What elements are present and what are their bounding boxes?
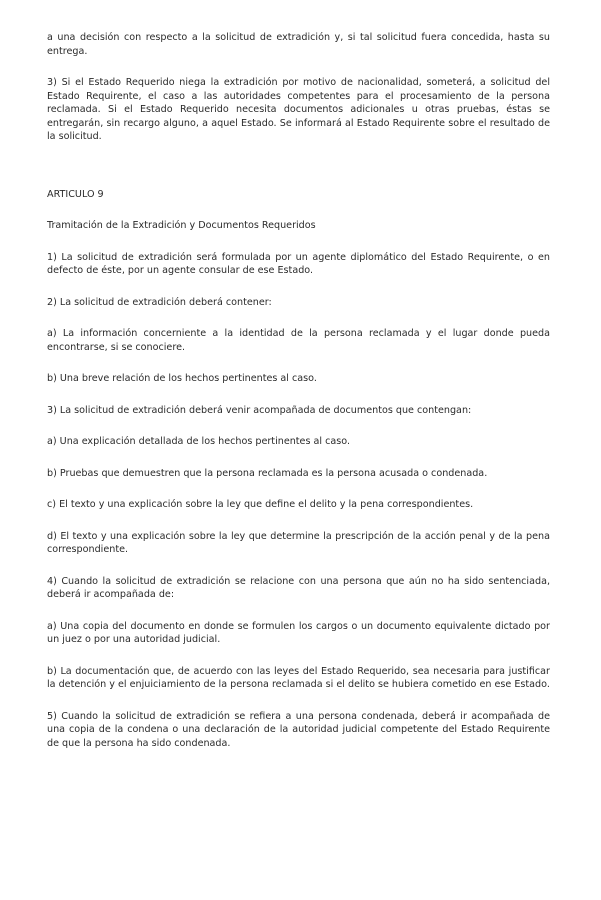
paragraph-2b: b) Una breve relación de los hechos pertinentes al caso. bbox=[47, 373, 317, 384]
paragraph-continuation: a una decisión con respecto a la solicitud de extradición y, si tal solicitud fuera concedida, hasta su entrega. bbox=[47, 32, 550, 57]
paragraph-2: 2) La solicitud de extradición deberá contener: bbox=[47, 296, 272, 308]
article-heading: ARTICULO 9 bbox=[47, 188, 104, 200]
paragraph-3d: d) El texto y una explicación sobre la ley que determine la prescripción de la acción penal y de la pena correspondiente. bbox=[47, 530, 550, 555]
paragraph-3b: b) Pruebas que demuestren que la persona reclamada es la persona acusada o condenada. bbox=[47, 467, 488, 479]
paragraph-2a: a) La información concerniente a la identidad de la persona reclamada y el lugar donde pueda encontrarse, si se conociere. bbox=[47, 328, 550, 353]
paragraph-4: 4) Cuando la solicitud de extradición se relacione con una persona que aún no ha sido sentenciada, deberá ir acompañada de: bbox=[47, 575, 550, 600]
article-title: Tramitación de la Extradición y Documentos Requeridos bbox=[47, 220, 316, 231]
paragraph-4a: a) Una copia del documento en donde se formulen los cargos o un documento equivalente dictado por un juez o por una autoridad judicial. bbox=[47, 620, 550, 645]
paragraph-3c: c) El texto y una explicación sobre la ley que define el delito y la pena correspondientes. bbox=[47, 499, 474, 510]
paragraph-3: 3) La solicitud de extradición deberá venir acompañada de documentos que contengan: bbox=[47, 404, 472, 416]
paragraph-3a: a) Una explicación detallada de los hechos pertinentes al caso. bbox=[47, 436, 351, 447]
paragraph-1: 1) La solicitud de extradición será formulada por un agente diplomático del Estado Requirente, o en defecto de éste, por un agente consular de ese Estado. bbox=[47, 251, 550, 276]
paragraph-article8-3: 3) Si el Estado Requerido niega la extradición por motivo de nacionalidad, someterá, a solicitud del Estado Requirente, el caso a las autoridades competentes para el procesamiento de la persona reclamada. Si el Estado Requerido necesita documentos adicionales u otras pruebas, éstas se entregarán, sin recargo alguno, a aquel Estado. Se informará al Estado Requirente sobre el resultado de la solicitud. bbox=[47, 77, 550, 142]
document-page bbox=[47, 31, 550, 750]
paragraph-5: 5) Cuando la solicitud de extradición se refiera a una persona condenada, deberá ir acompañada de una copia de la condena o una declaración de la autoridad judicial competente del Estado Requirente de que la persona ha sido condenada. bbox=[47, 710, 550, 749]
paragraph-4b: b) La documentación que, de acuerdo con las leyes del Estado Requerido, sea necesaria para justificar la detención y el enjuiciamiento de la persona reclamada si el delito se hubiera cometido en ese Estado. bbox=[47, 665, 550, 690]
